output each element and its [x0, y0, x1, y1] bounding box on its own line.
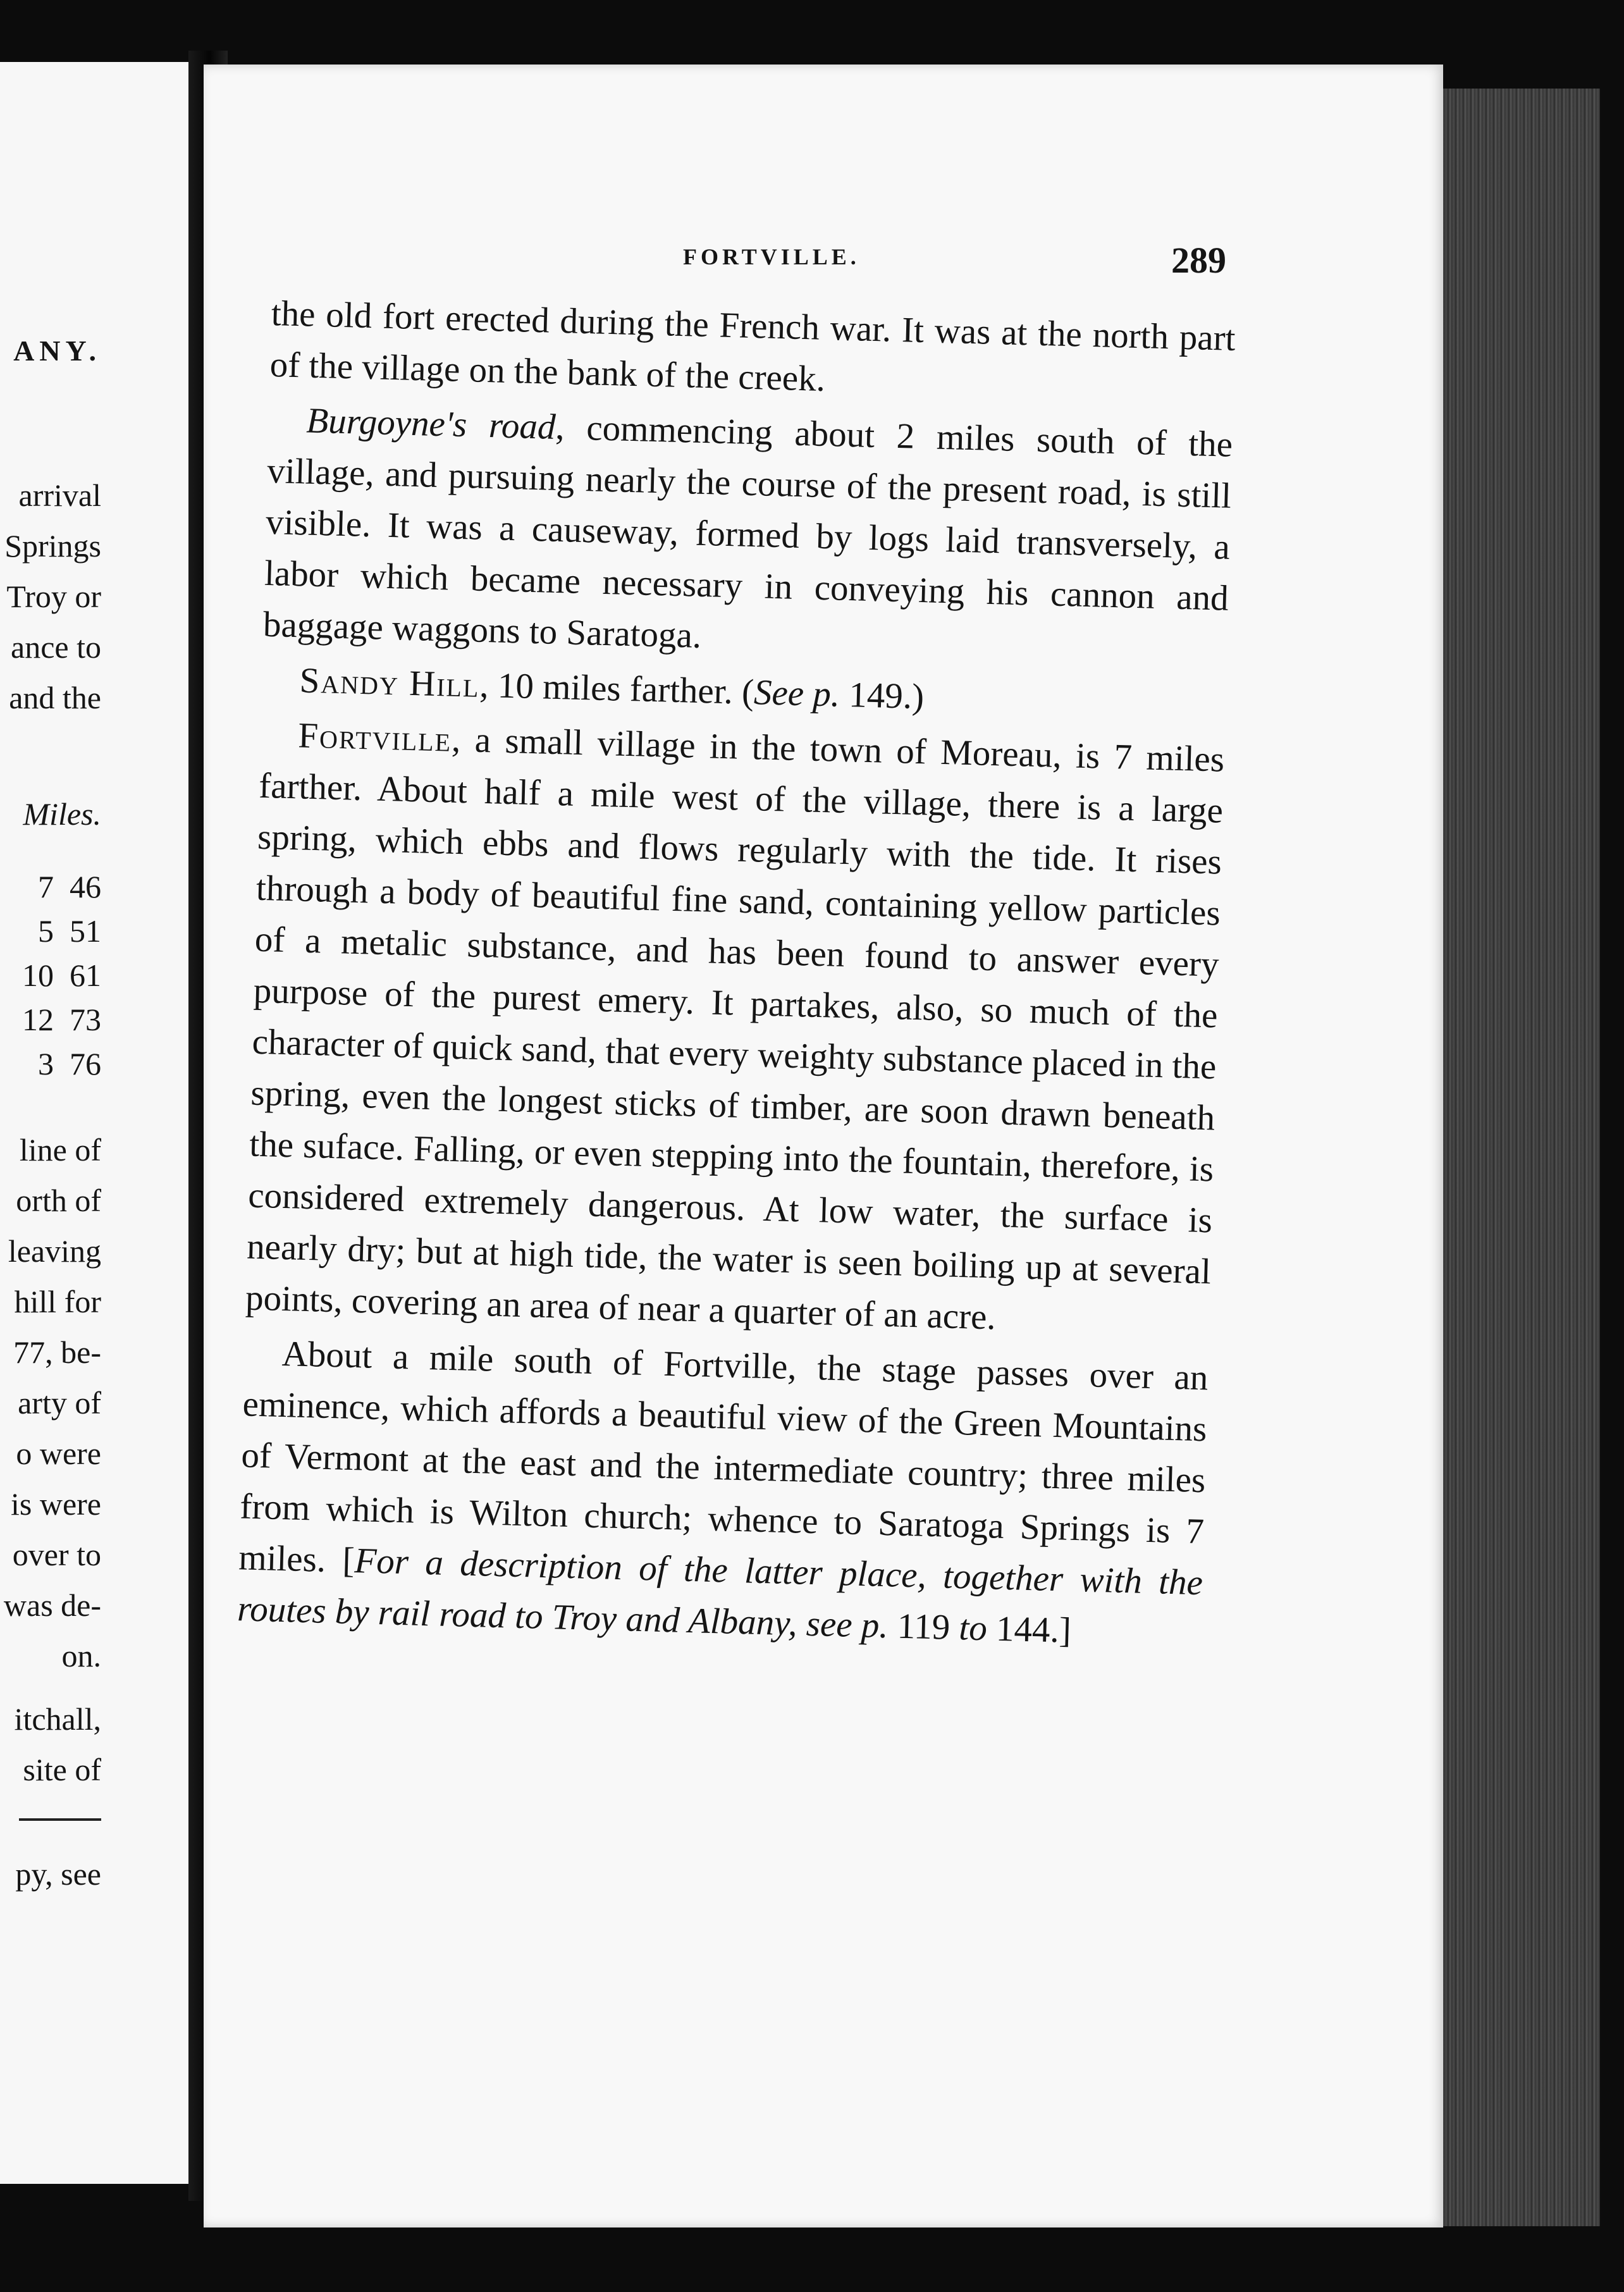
burgoyne-road-heading: Burgoyne's road: [305, 400, 557, 447]
left-line: Troy or: [6, 579, 101, 614]
left-miles-row: 3 76: [38, 1046, 101, 1081]
footnote-rule: [19, 1818, 101, 1821]
left-miles-row: 12 73: [22, 1002, 101, 1037]
left-line: hill for: [14, 1284, 101, 1319]
left-line: is were: [11, 1486, 101, 1522]
left-miles-row: 7 46: [38, 869, 101, 904]
left-line: itchall,: [14, 1701, 101, 1737]
left-line: 77, be-: [13, 1334, 101, 1370]
page-number: 289: [1171, 240, 1226, 281]
fortville-heading: Fortville: [297, 715, 453, 760]
left-line: orth of: [16, 1183, 101, 1218]
sandy-hill-heading: Sandy Hill: [298, 660, 481, 705]
left-line: site of: [23, 1752, 101, 1787]
left-page: [0, 62, 204, 2184]
left-line: over to: [12, 1537, 101, 1572]
left-miles-row: 10 61: [22, 958, 101, 993]
left-line: line of: [19, 1132, 101, 1168]
left-line: o were: [16, 1436, 101, 1471]
left-line: ance to: [11, 629, 101, 665]
left-miles-label: Miles.: [23, 796, 101, 832]
paragraph-burgoyne-road: Burgoyne's road, commencing about 2 miles south of the village, and pursuing nearly the course of the present road, is still visible. It was a causeway, formed by logs laid transversely, a labor which became necessary in conveying his cannon and baggage waggons to Saratoga.: [262, 400, 1233, 656]
left-line: and the: [9, 680, 101, 715]
left-footnote: py, see: [15, 1856, 101, 1892]
paragraph-sandy-hill: Sandy Hill, 10 miles farther. (See p. 149.): [298, 660, 925, 717]
left-running-head: ANY.: [13, 335, 101, 367]
left-line: on.: [61, 1638, 101, 1673]
body-text: [237, 288, 1236, 1660]
paragraph-fort: the old fort erected during the French war. It was at the north part of the village on the bank of the creek.: [269, 293, 1236, 399]
left-line: leaving: [8, 1233, 101, 1269]
paragraph-wilton: About a mile south of Fortville, the stage passes over an eminence, which affords a beautiful view of the Green Mountains of Vermont at the east and the intermediate country; three miles from which is Wilton church; whence to Saratoga Springs is 7 miles. [For a description of the latter place, together with the routes by rail road to Troy and Albany, see p. 119 to 144.]: [237, 1334, 1209, 1651]
left-line: arty of: [18, 1385, 101, 1420]
running-head: FORTVILLE.: [683, 244, 860, 269]
left-line: was de-: [3, 1587, 101, 1623]
left-line: Springs: [4, 528, 101, 564]
left-line: arrival: [18, 478, 101, 513]
left-miles-row: 5 51: [38, 913, 101, 949]
paragraph-fortville: Fortville, a small village in the town of Moreau, is 7 miles farther. About half a mile west of the village, there is a large spring, which ebbs and flows regularly with the tide. It rises through a body of beautiful fine sand, containing yellow particles of a metalic substance, and has been found to answer every purpose of the purest emery. It partakes, also, so much of the character of quick sand, that every weighty substance placed in the spring, even the longest sticks of timber, are soon drawn beneath the suface. Falling, or even stepping into the fountain, therefore, is considered extremely dangerous. At low water, the surface is nearly dry; but at high tide, the water is seen boiling up at several points, covering an area of near a quarter of an acre.: [245, 715, 1225, 1338]
